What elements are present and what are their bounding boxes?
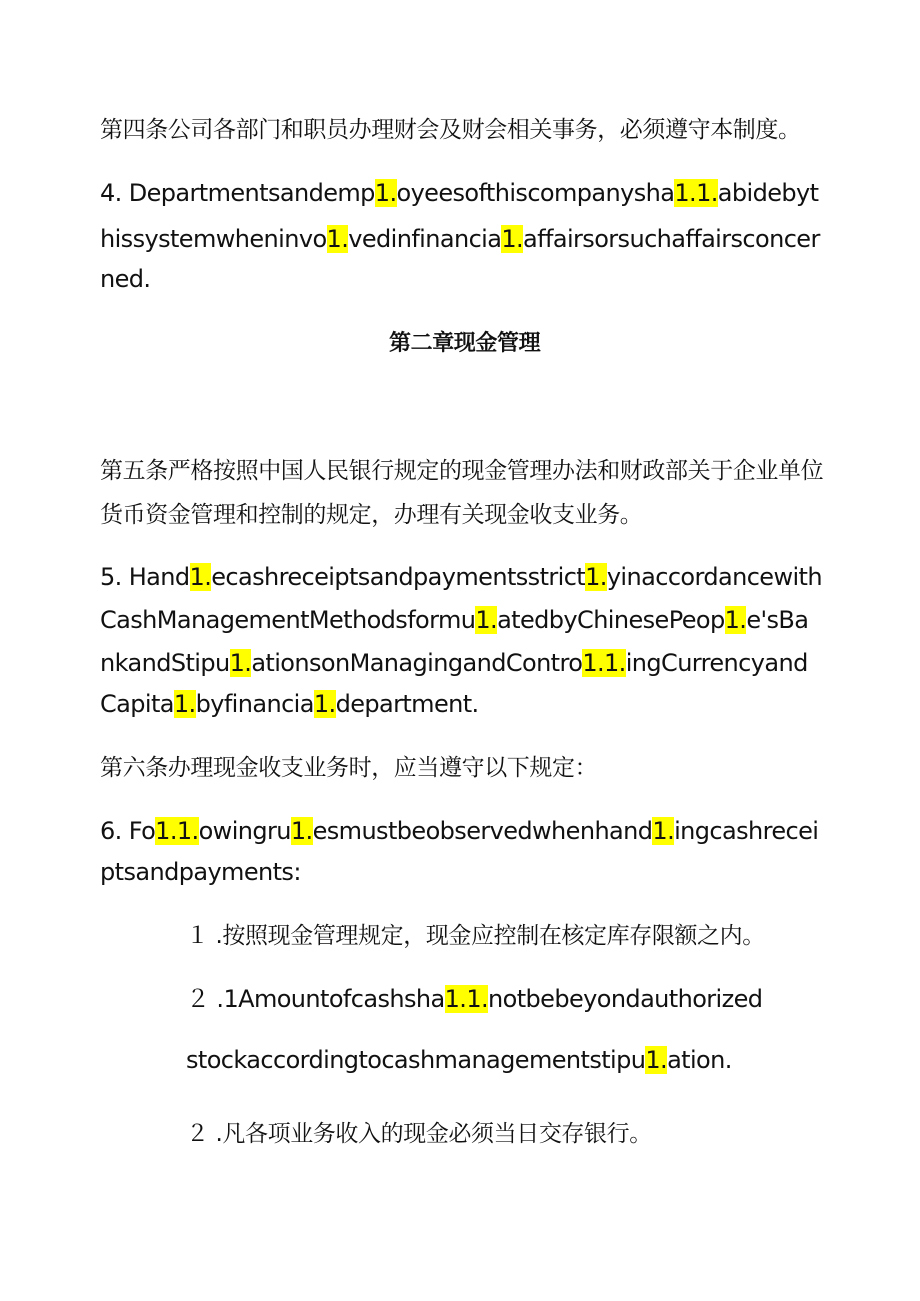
article5-english-line3 <box>100 648 808 678</box>
highlight-run: 1.1. <box>444 985 489 1013</box>
article4-english-line2 <box>100 224 820 254</box>
article6-english-line1 <box>100 816 818 846</box>
text-run: CashManagementMethodsformu <box>100 606 476 634</box>
text-run: byfinancia <box>195 690 314 718</box>
item1-chinese: １ .按照现金管理规定，现金应控制在核定库存限额之内。 <box>186 923 765 949</box>
text-run: ２ .1Amountofcashsha <box>186 985 445 1013</box>
highlight-run: 1. <box>290 817 313 845</box>
text-run: stockaccordingtocashmanagementstipu <box>186 1046 646 1074</box>
article4-chinese: 第四条公司各部门和职员办理财会及财会相关事务，必须遵守本制度。 <box>100 117 801 143</box>
article4-english-line3 <box>100 264 150 294</box>
article5-english-line1 <box>100 562 822 592</box>
text-run: e'sBa <box>746 606 809 634</box>
text-run: ned. <box>100 265 151 293</box>
text-run: esmustbeobservedwhenhand <box>312 817 653 845</box>
text-run: ation. <box>667 1046 732 1074</box>
text-run: affairsorsuchaffairsconcer <box>523 225 820 253</box>
article6-chinese: 第六条办理现金收支业务时，应当遵守以下规定： <box>100 755 598 781</box>
highlight-run: 1. <box>724 606 747 634</box>
highlight-run: 1. <box>645 1046 668 1074</box>
text-run: 5. Hand <box>100 563 190 591</box>
text-run: ationsonManagingandContro <box>251 649 583 677</box>
text-run: ingCurrencyand <box>625 649 808 677</box>
text-run: vedinfinancia <box>348 225 502 253</box>
highlight-run: 1. <box>374 179 397 207</box>
highlight-run: 1. <box>585 563 607 591</box>
article5-chinese-line2: 货币资金管理和控制的规定，办理有关现金收支业务。 <box>100 502 643 528</box>
text-run: 4. Departmentsandemp <box>100 179 375 207</box>
text-run: department. <box>335 690 479 718</box>
text-run: notbebeyondauthorized <box>488 985 763 1013</box>
highlight-run: 1. <box>189 563 212 591</box>
text-run: ecashreceiptsandpaymentsstrict <box>211 563 586 591</box>
text-run: yinaccordancewith <box>606 563 822 591</box>
chapter-heading: 第二章现金管理 <box>389 331 541 356</box>
text-run: 6. Fo <box>100 817 156 845</box>
text-run: atedbyChinesePeop <box>497 606 725 634</box>
text-run: oyeesofthiscompanysha <box>396 179 675 207</box>
highlight-run: 1. <box>173 690 196 718</box>
highlight-run: 1. <box>475 606 498 634</box>
text-run: ingcashrecei <box>674 817 819 845</box>
highlight-run: 1. <box>501 225 524 253</box>
article5-chinese-line1: 第五条严格按照中国人民银行规定的现金管理办法和财政部关于企业单位 <box>100 458 824 484</box>
item1-english-line2 <box>186 1045 732 1075</box>
article5-english-line4 <box>100 689 479 719</box>
article4-english-line1 <box>100 178 818 208</box>
highlight-run: 1.1. <box>582 649 626 677</box>
highlight-run: 1.1. <box>674 179 718 207</box>
highlight-run: 1. <box>652 817 675 845</box>
highlight-run: 1. <box>313 690 336 718</box>
highlight-run: 1.1. <box>155 817 199 845</box>
article6-english-line2 <box>100 857 301 887</box>
highlight-run: 1. <box>229 649 252 677</box>
article5-english-line2 <box>100 605 808 635</box>
item1-english-line1 <box>186 984 762 1014</box>
text-run: hissystemwheninvo <box>100 225 327 253</box>
text-run: abidebyt <box>717 179 819 207</box>
text-run: nkandStipu <box>100 649 230 677</box>
item2-chinese: ２ .凡各项业务收入的现金必须当日交存银行。 <box>186 1121 652 1147</box>
text-run: Capita <box>100 690 174 718</box>
highlight-run: 1. <box>326 225 349 253</box>
text-run: owingru <box>198 817 291 845</box>
text-run: ptsandpayments: <box>100 858 301 886</box>
